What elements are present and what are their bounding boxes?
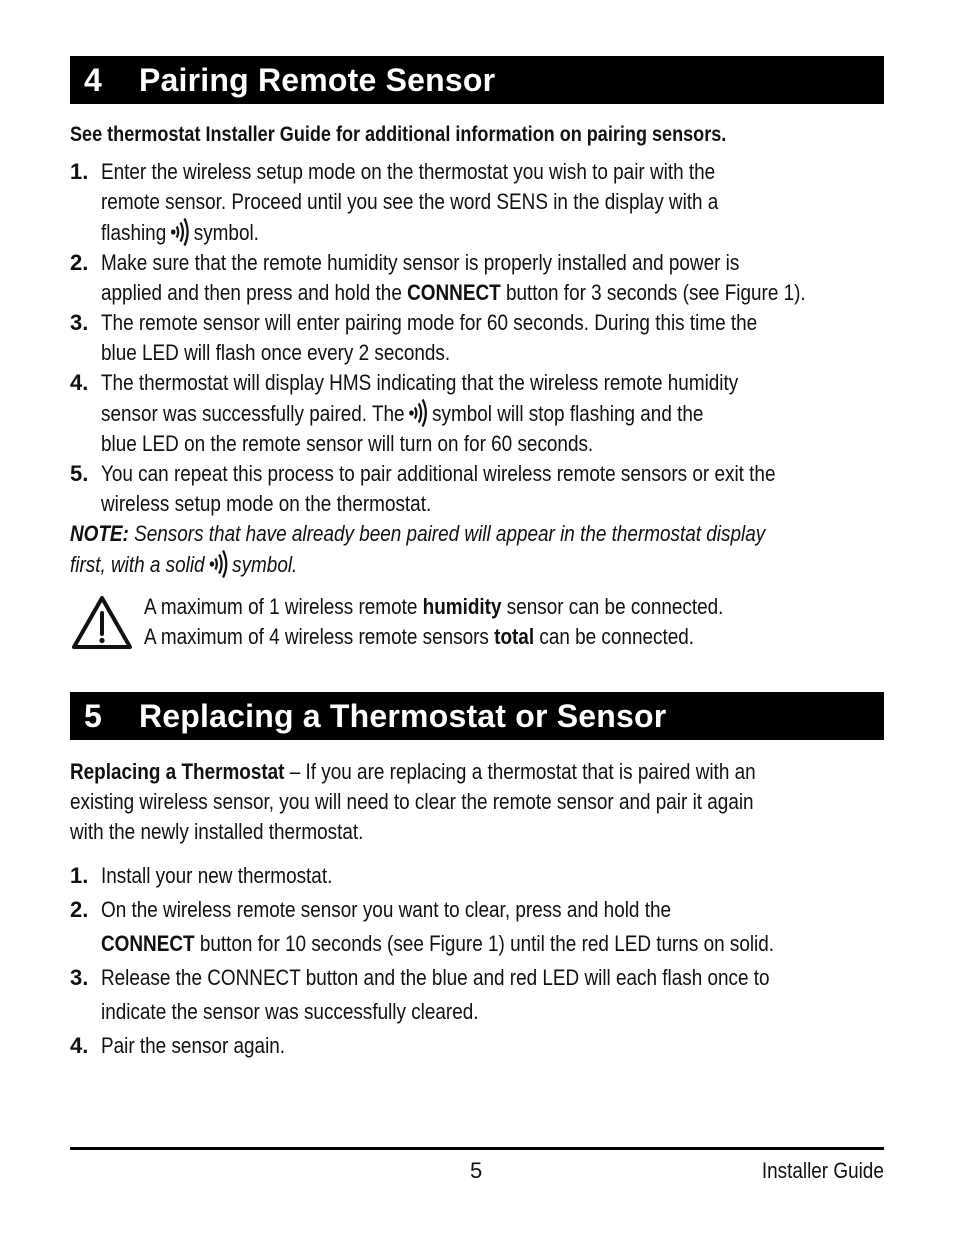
list-item: 3. Release the CONNECT button and the blue and red LED will each flash once to indicate the sensor was successfully cleared.: [70, 965, 770, 1024]
wireless-signal-icon: [207, 549, 229, 579]
section-4-intro: See thermostat Installer Guide for additional information on pairing sensors.: [70, 123, 727, 146]
list-item: 4. The thermostat will display HMS indicating that the wireless remote humidity sensor was successfully paired. The symbol will stop flashing and the blue LED on the remote sensor will turn on for 60 seconds.: [70, 370, 739, 456]
section-5-title: Replacing a Thermostat or Sensor: [139, 697, 667, 734]
replacing-steps: [70, 861, 884, 1061]
wireless-signal-icon: [169, 217, 191, 247]
warning-callout: A maximum of 1 wireless remote humidity sensor can be connected. A maximum of 4 wireless remote sensors total can be connected.: [70, 592, 884, 660]
section-5-header: [70, 692, 884, 740]
note-label: NOTE:: [70, 521, 129, 546]
pairing-steps: [70, 157, 884, 519]
warning-triangle-icon: [70, 594, 134, 652]
list-item: 2. Make sure that the remote humidity sensor is properly installed and power is applied and then press and hold the CONNECT button for 3 seconds (see Figure 1).: [70, 250, 806, 305]
document-page: [70, 56, 884, 1065]
list-item: 1. Install your new thermostat.: [70, 863, 333, 888]
section-4-title: Pairing Remote Sensor: [139, 61, 496, 98]
list-item: 3. The remote sensor will enter pairing mode for 60 seconds. During this time the blue LED will flash once every 2 seconds.: [70, 310, 758, 365]
page-footer: [70, 1158, 884, 1188]
list-item: 1. Enter the wireless setup mode on the thermostat you wish to pair with the remote sensor. Proceed until you see the word SENS in the display with a flashing symbol.: [70, 159, 719, 245]
list-item: 5. You can repeat this process to pair additional wireless remote sensors or exit the wireless setup mode on the thermostat.: [70, 461, 776, 516]
list-item: 4. Pair the sensor again.: [70, 1033, 286, 1058]
section-5-number: 5: [84, 697, 102, 734]
section-4-number: 4: [84, 61, 102, 98]
list-item: 2. On the wireless remote sensor you want to clear, press and hold the CONNECT button for 10 seconds (see Figure 1) until the red LED turns on solid.: [70, 897, 775, 956]
pairing-note: NOTE: Sensors that have already been paired will appear in the thermostat display first, with a solid symbol.: [70, 521, 766, 577]
wireless-signal-icon: [407, 398, 429, 428]
document-name: Installer Guide: [762, 1158, 884, 1183]
page-number: 5: [470, 1158, 483, 1183]
footer-divider: [70, 1147, 884, 1150]
section-5-intro: Replacing a Thermostat – If you are replacing a thermostat that is paired with an existing wireless sensor, you will need to clear the remote sensor and pair it again with the newly installed thermostat.: [70, 759, 756, 844]
section-4-header: [70, 56, 884, 104]
